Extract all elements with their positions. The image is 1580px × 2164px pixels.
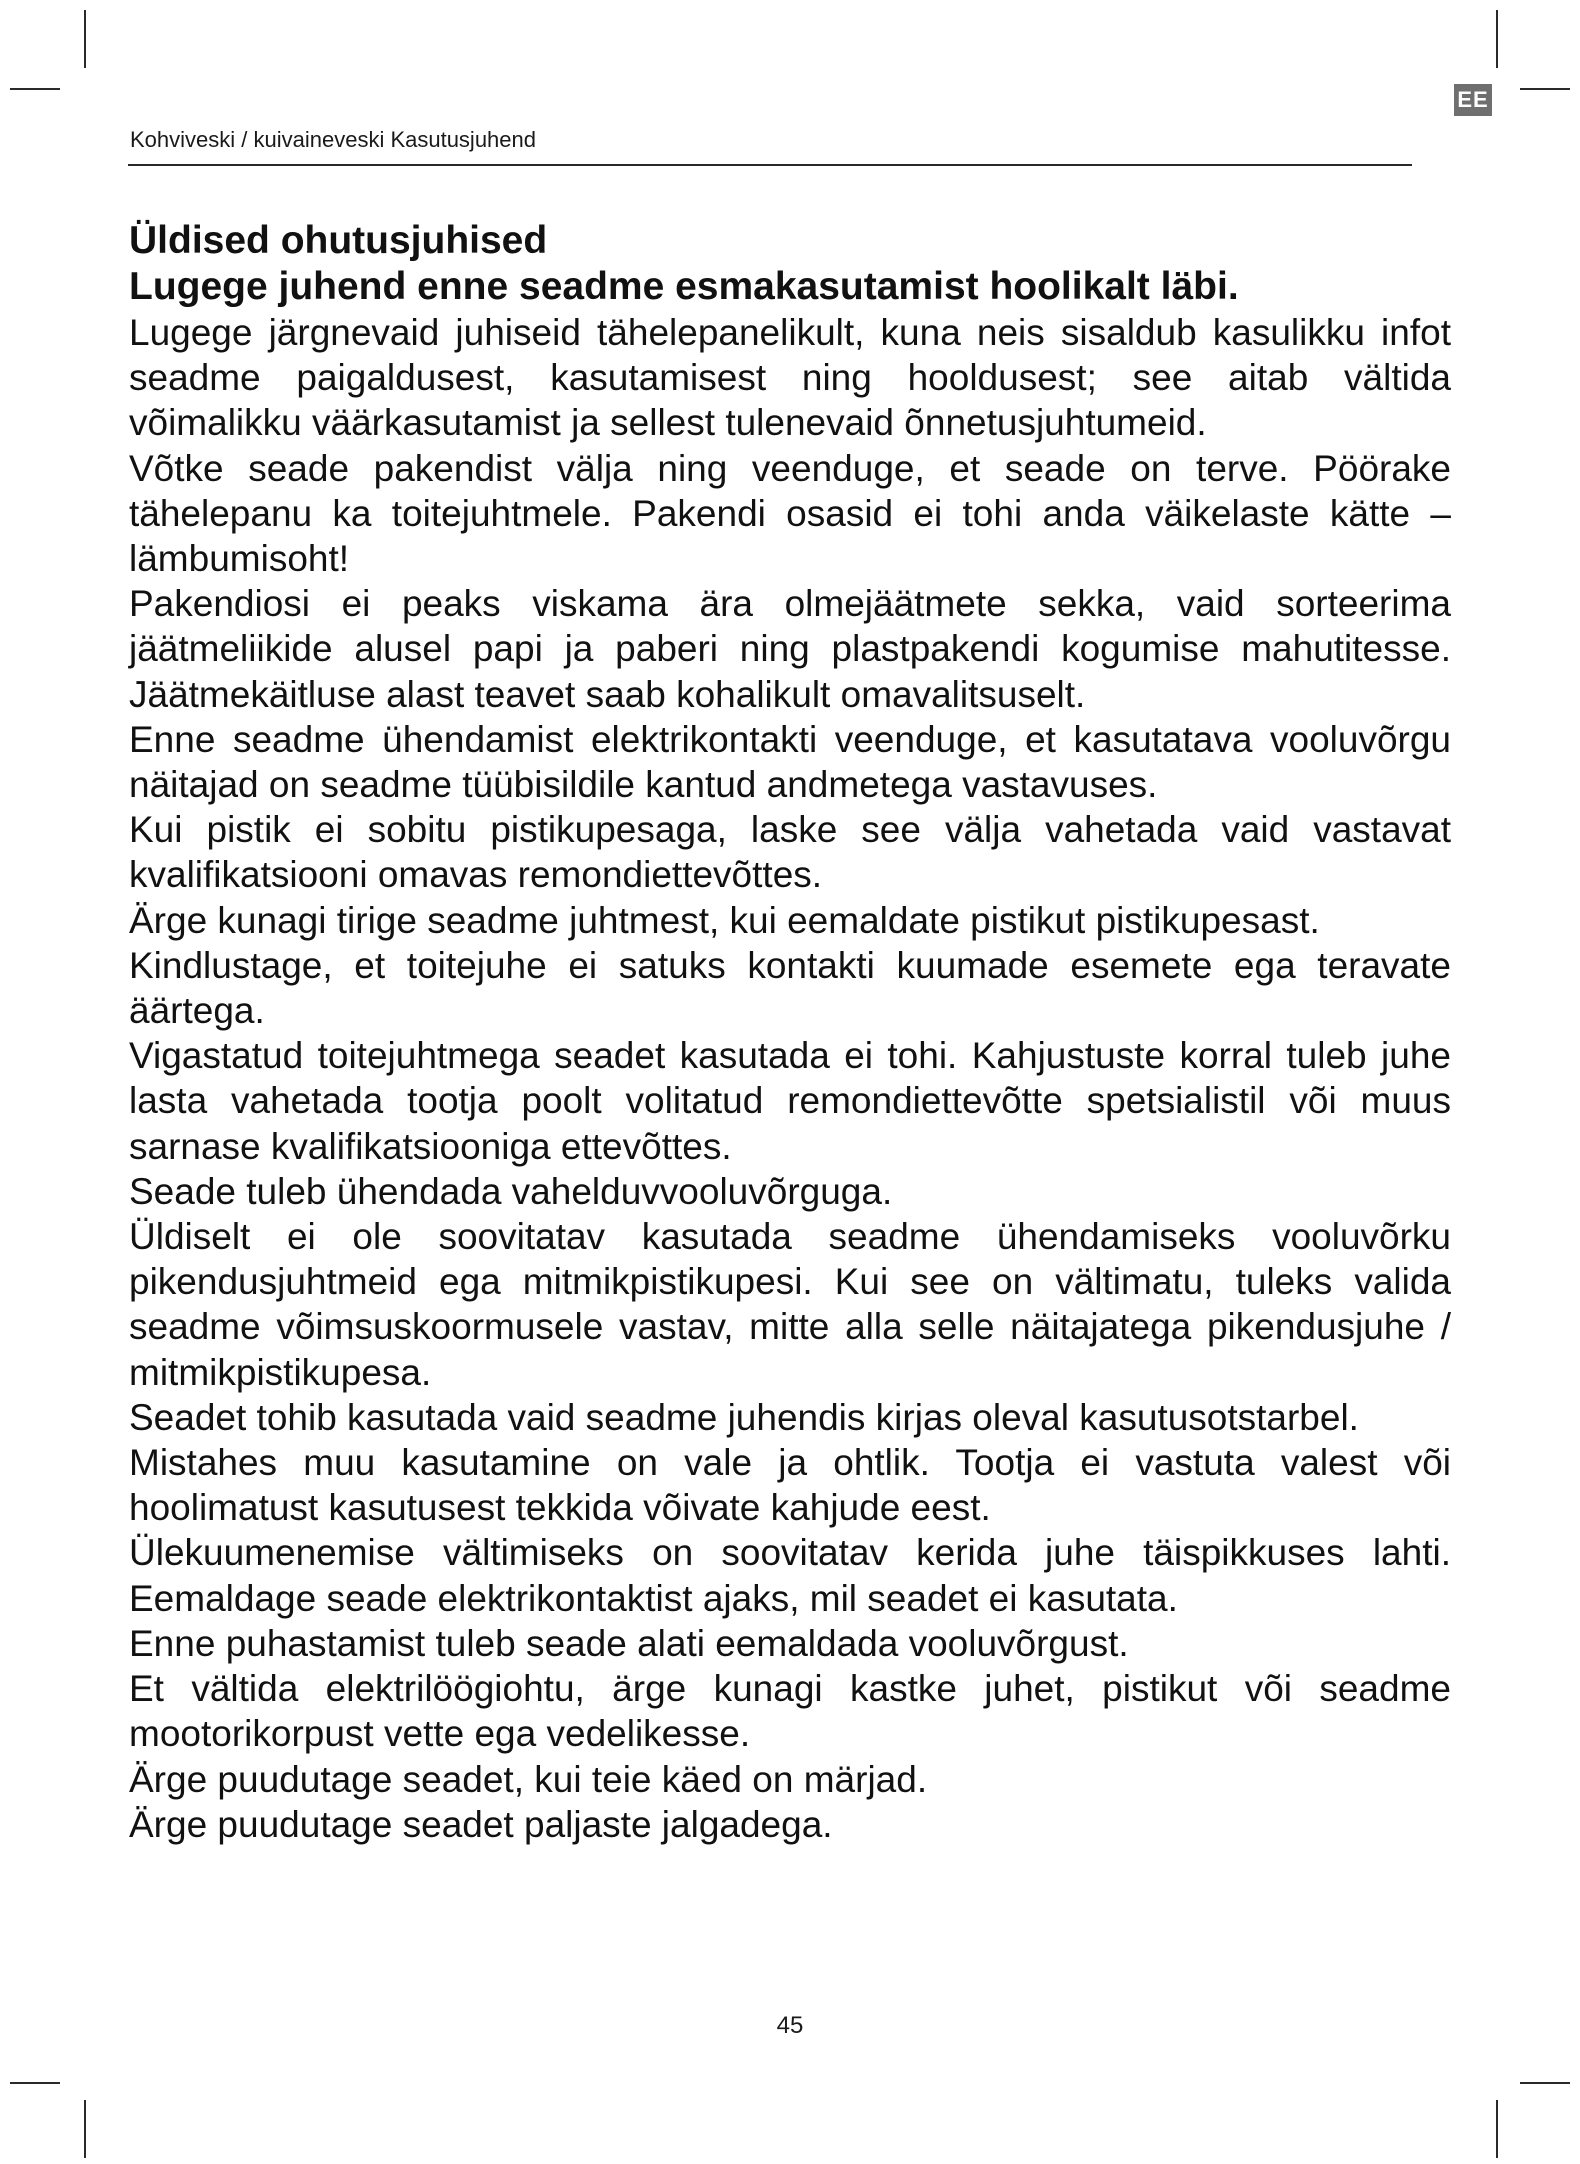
paragraph: Kindlustage, et toitejuhe ei satuks kontakti kuumade esemete ega teravate äärtega. xyxy=(129,944,1451,1032)
paragraph: Mistahes muu kasutamine on vale ja ohtlik. Tootja ei vastuta valest või hoolimatust kasutusest tekkida võivate kahjude eest. xyxy=(129,1442,1451,1529)
crop-mark-top-right xyxy=(1496,10,1498,68)
running-header: Kohviveski / kuivaineveski Kasutusjuhend xyxy=(130,127,537,152)
crop-mark-top-left xyxy=(10,88,60,90)
page-number: 45 xyxy=(776,2012,804,2039)
crop-mark-top-right xyxy=(1520,88,1570,90)
main-content xyxy=(129,218,1451,1847)
paragraph: Üldiselt ei ole soovitatav kasutada seadme ühendamiseks vooluvõrku pikendusjuhtmeid ega mitmikpistikupesi. Kui see on vältimatu, tuleks valida seadme võimsuskoormusele vastav, mitte alla selle näitajatega pikendusjuhe / mitmikpistikupesa. xyxy=(129,1216,1451,1393)
paragraph: Seade tuleb ühendada vahelduvvooluvõrguga. xyxy=(129,1170,893,1212)
paragraph: Ärge puudutage seadet, kui teie käed on märjad. xyxy=(129,1758,928,1800)
crop-mark-bottom-right xyxy=(1520,2082,1570,2084)
section-subtitle: Lugege juhend enne seadme esmakasutamist hoolikalt läbi. xyxy=(129,265,1239,308)
paragraph: Võtke seade pakendist välja ning veenduge, et seade on terve. Pöörake tähelepanu ka toitejuhtmele. Pakendi osasid ei tohi anda väikelaste kätte – lämbumisoht! xyxy=(129,447,1451,580)
paragraph: Et vältida elektrilöögiohtu, ärge kunagi kastke juhet, pistikut või seadme mootorikorpust vette ega vedelikesse. xyxy=(129,1668,1451,1755)
crop-mark-bottom-right xyxy=(1496,2100,1498,2158)
crop-mark-top-left xyxy=(84,10,86,68)
paragraph: Enne puhastamist tuleb seade alati eemaldada vooluvõrgust. xyxy=(129,1622,1129,1664)
paragraph: Ärge puudutage seadet paljaste jalgadega. xyxy=(129,1803,833,1845)
paragraph: Ülekuumenemise vältimiseks on soovitatav kerida juhe täispikkuses lahti. Eemaldage seade elektrikontaktist ajaks, mil seadet ei kasutata. xyxy=(129,1532,1451,1619)
crop-mark-bottom-left xyxy=(84,2100,86,2158)
language-badge: EE xyxy=(1454,84,1492,116)
paragraph: Vigastatud toitejuhtmega seadet kasutada ei tohi. Kahjustuste korral tuleb juhe lasta vahetada tootja poolt volitatud remondiettevõtte spetsialistil või muus sarnase kvalifikatsiooniga ettevõttes. xyxy=(129,1035,1451,1167)
paragraph: Enne seadme ühendamist elektrikontakti veenduge, et kasutatava vooluvõrgu näitajad on seadme tüübisildile kantud andmetega vastavuses. xyxy=(129,718,1451,806)
section-title: Üldised ohutusjuhised xyxy=(129,219,548,262)
paragraph: Kui pistik ei sobitu pistikupesaga, laske see välja vahetada vaid vastavat kvalifikatsiooni omavas remondiettevõttes. xyxy=(129,809,1451,896)
paragraph: Pakendiosi ei peaks viskama ära olmejäätmete sekka, vaid sorteerima jäätmeliikide alusel papi ja paberi ning plastpakendi kogumise mahutitesse. Jäätmekäitluse alast teavet saab kohalikult omavalitsuselt. xyxy=(129,583,1451,715)
paragraph-list xyxy=(129,310,1451,1847)
header-divider xyxy=(128,164,1412,166)
paragraph: Lugege järgnevaid juhiseid tähelepanelikult, kuna neis sisaldub kasulikku infot seadme paigaldusest, kasutamisest ning hooldusest; see aitab vältida võimalikku väärkasutamist ja sellest tulenevaid õnnetusjuhtumeid. xyxy=(129,312,1451,444)
crop-mark-bottom-left xyxy=(10,2082,60,2084)
paragraph: Ärge kunagi tirige seadme juhtmest, kui eemaldate pistikut pistikupesast. xyxy=(129,899,1320,941)
paragraph: Seadet tohib kasutada vaid seadme juhendis kirjas oleval kasutusotstarbel. xyxy=(129,1396,1359,1438)
